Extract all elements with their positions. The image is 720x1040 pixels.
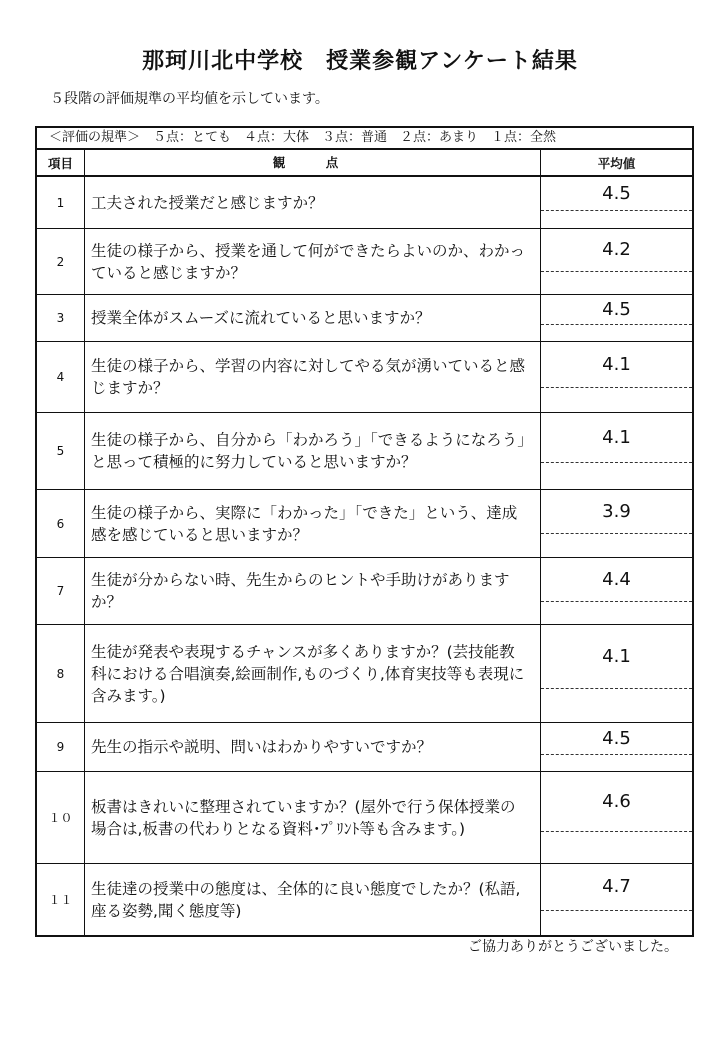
table-row xyxy=(37,863,692,935)
row-average: 4.5 xyxy=(541,723,692,755)
header-average: 平均値 xyxy=(597,155,636,171)
survey-table xyxy=(35,148,694,937)
row-average: 4.1 xyxy=(541,625,692,689)
row-question: 板書はきれいに整理されていますか？(屋外で行う保体授業の場合は,板書の代わりとなる資料･ﾌﾟﾘﾝﾄ等も含みます。) xyxy=(85,772,541,863)
row-no: 1 xyxy=(37,177,85,228)
table-row xyxy=(37,489,692,557)
row-average: 4.1 xyxy=(541,413,692,463)
row-average: 4.7 xyxy=(541,864,692,911)
row-no: 8 xyxy=(37,625,85,722)
row-average: 3.9 xyxy=(541,490,692,534)
table-row xyxy=(37,624,692,722)
row-no: 5 xyxy=(37,413,85,489)
row-no: １０ xyxy=(37,772,85,863)
row-average: 4.6 xyxy=(541,772,692,832)
table-row xyxy=(37,294,692,341)
row-average: 4.1 xyxy=(541,342,692,388)
table-row xyxy=(37,412,692,489)
row-average: 4.5 xyxy=(541,295,692,325)
thank-you-note: ご協力ありがとうございました。 xyxy=(468,939,678,955)
row-question: 生徒の様子から、授業を通して何ができたらよいのか、わかっていると感じますか？ xyxy=(85,229,541,294)
row-no: 4 xyxy=(37,342,85,412)
row-question: 生徒が分からない時、先生からのヒントや手助けがありますか？ xyxy=(85,558,541,624)
header-question: 観 点 xyxy=(85,150,541,175)
table-header-row xyxy=(37,150,692,175)
subtitle: ５段階の評価規準の平均値を示しています。 xyxy=(50,91,329,107)
row-question: 生徒が発表や表現するチャンスが多くありますか？(芸技能教科における合唱演奏,絵画制作,ものづくり,体育実技等も表現に含みます。) xyxy=(85,625,541,722)
row-question: 生徒達の授業中の態度は、全体的に良い態度でしたか？(私語,座る姿勢,聞く態度等) xyxy=(85,864,541,935)
row-question: 生徒の様子から、学習の内容に対してやる気が湧いていると感じますか？ xyxy=(85,342,541,412)
page-title: 那珂川北中学校 授業参観アンケート結果 xyxy=(142,49,578,74)
row-no: 3 xyxy=(37,295,85,341)
row-no: 7 xyxy=(37,558,85,624)
header-no: 項目 xyxy=(37,150,85,175)
table-row xyxy=(37,771,692,863)
row-question: 生徒の様子から、実際に「わかった」「できた」という、達成感を感じていると思いますか？ xyxy=(85,490,541,557)
row-average: 4.4 xyxy=(541,558,692,602)
row-no: １１ xyxy=(37,864,85,935)
table-row xyxy=(37,557,692,624)
row-no: 2 xyxy=(37,229,85,294)
table-row xyxy=(37,722,692,771)
table-row xyxy=(37,228,692,294)
row-question: 授業全体がスムーズに流れていると思いますか？ xyxy=(85,295,541,341)
row-question: 工夫された授業だと感じますか？ xyxy=(85,177,541,228)
row-no: 9 xyxy=(37,723,85,771)
row-question: 生徒の様子から、自分から「わかろう」「できるようになろう」と思って積極的に努力していると思いますか？ xyxy=(85,413,541,489)
row-question: 先生の指示や説明、問いはわかりやすいですか？ xyxy=(85,723,541,771)
row-no: 6 xyxy=(37,490,85,557)
row-average: 4.5 xyxy=(541,177,692,211)
table-row xyxy=(37,341,692,412)
evaluation-criteria: ＜評価の規準＞ ５点：とても ４点：大体 ３点：普通 ２点：あまり １点：全然 xyxy=(35,126,694,148)
row-average: 4.2 xyxy=(541,229,692,272)
table-row xyxy=(37,175,692,228)
